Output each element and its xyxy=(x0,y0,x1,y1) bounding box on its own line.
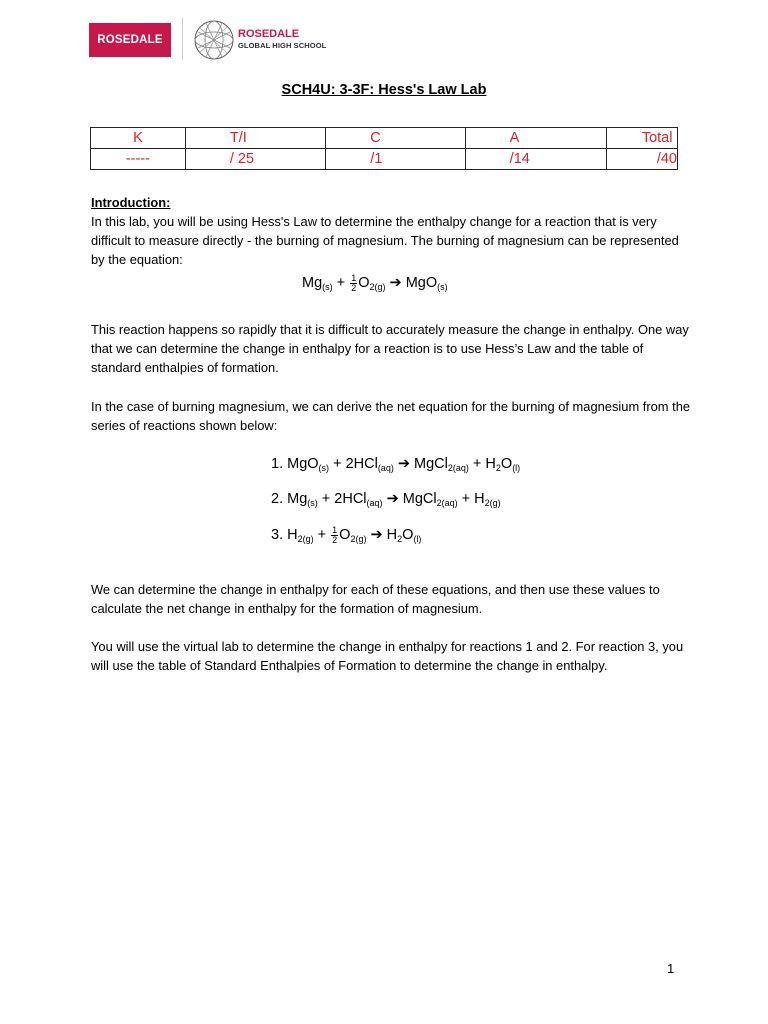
main-equation: $Mg_{(s)}$ + $\frac{1}{2}$ $O_{2(g)}$ ➔ MgO$_{(s)}$ xyxy=(302,272,448,293)
intro-paragraph-5: You will use the virtual lab to determine the change in enthalpy for reactions 1 and 2. For reaction 3, you will use the table of Standard Enthalpies of Formation to determine the change in enthalpy. xyxy=(91,639,684,673)
intro-paragraph-1: In this lab, you will be using Hess's Law to determine the enthalpy change for a reaction that is very difficult to measure directly - the burning of magnesium. The burning of magnesium can be represented by the equation: xyxy=(91,214,679,267)
rubric-header-k: K xyxy=(91,128,186,149)
rubric-score-k: ----- xyxy=(91,149,186,170)
reaction-2: 2. $Mg_{(s)} + 2HCl_{(aq)}$ ➔ MgCl$_{2(aq)}$ + $H_{2(g)}$ xyxy=(271,491,501,508)
reaction-3: 3. $H_{2(g)}$ + $\frac{1}{2}$ $O_{2(g)}$ ➔ $H_2O_{(l)}$ xyxy=(271,524,422,545)
rubric-header-total: Total xyxy=(606,128,677,149)
intro-section xyxy=(91,193,691,269)
reaction-1: 1. MgO$_{(s)}$ + 2HCl$_{(aq)}$ ➔ MgCl$_{2(aq)}$ + $H_2O_{(l)}$ xyxy=(271,456,521,473)
intro-paragraph-3: In the case of burning magnesium, we can derive the net equation for the burning of magnesium from the series of reactions shown below: xyxy=(91,399,691,433)
rubric-header-ti: T/I xyxy=(185,128,325,149)
rubric-header-a: A xyxy=(465,128,606,149)
logo-divider xyxy=(182,18,183,60)
rubric-score-a: /14 xyxy=(465,149,606,170)
rubric-score-total: /40 xyxy=(606,149,677,170)
intro-paragraph-2: This reaction happens so rapidly that it is difficult to accurately measure the change in enthalpy. One way that we can determine the change in enthalpy for a reaction is to use Hess’s Law and the table of standard enthalpies of formation. xyxy=(91,322,689,375)
document-title: SCH4U: 3-3F: Hess's Law Lab xyxy=(281,82,487,98)
rosedale-logo-box: ROSEDALE xyxy=(89,23,171,57)
rubric-score-c: /1 xyxy=(326,149,465,170)
globe-logo-icon xyxy=(192,18,236,62)
rubric-score-row xyxy=(91,149,678,170)
school-name-line1: ROSEDALE xyxy=(238,28,300,40)
school-name-line2: GLOBAL HIGH SCHOOL xyxy=(238,41,327,50)
intro-heading: Introduction: xyxy=(91,195,171,210)
rubric-table xyxy=(90,127,678,170)
intro-paragraph-4: We can determine the change in enthalpy for each of these equations, and then use these values to calculate the net change in enthalpy for the formation of magnesium. xyxy=(91,582,660,616)
school-name xyxy=(238,29,326,50)
rubric-header-c: C xyxy=(326,128,465,149)
rubric-score-ti: / 25 xyxy=(185,149,325,170)
rubric-header-row xyxy=(91,128,678,149)
page-number: 1 xyxy=(667,961,675,976)
